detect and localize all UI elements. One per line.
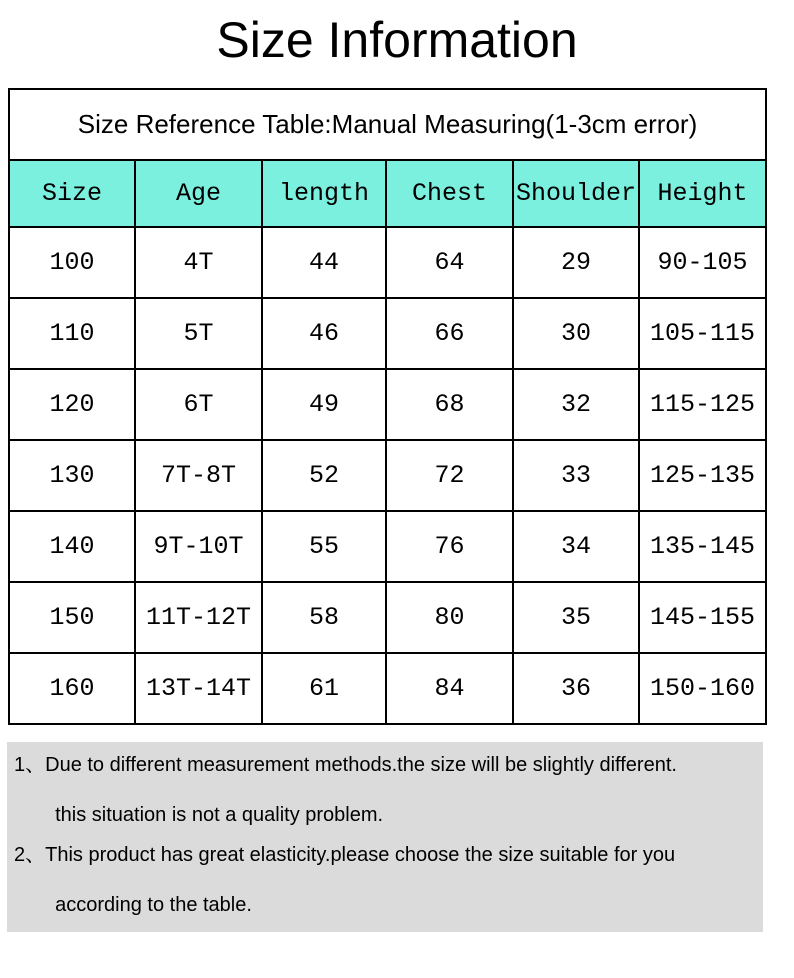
table-cell: 140 <box>9 511 135 582</box>
notes-section <box>7 742 763 932</box>
table-cell: 11T-12T <box>135 582 262 653</box>
table-cell: 150-160 <box>639 653 766 724</box>
note-text <box>45 748 759 832</box>
table-row <box>9 653 766 724</box>
table-cell: 72 <box>386 440 513 511</box>
table-cell: 5T <box>135 298 262 369</box>
table-cell: 160 <box>9 653 135 724</box>
table-cell: 34 <box>513 511 639 582</box>
table-cell: 115-125 <box>639 369 766 440</box>
table-cell: 6T <box>135 369 262 440</box>
table-caption: Size Reference Table:Manual Measuring(1-3cm error) <box>9 89 766 160</box>
table-cell: 145-155 <box>639 582 766 653</box>
table-cell: 29 <box>513 227 639 298</box>
table-cell: 35 <box>513 582 639 653</box>
column-header-height: Height <box>639 160 766 227</box>
table-cell: 125-135 <box>639 440 766 511</box>
table-cell: 90-105 <box>639 227 766 298</box>
size-reference-table <box>8 88 767 725</box>
table-cell: 32 <box>513 369 639 440</box>
table-cell: 120 <box>9 369 135 440</box>
column-header-age: Age <box>135 160 262 227</box>
column-header-shoulder: Shoulder <box>513 160 639 227</box>
table-row <box>9 511 766 582</box>
note-line: this situation is not a quality problem. <box>55 804 384 826</box>
table-cell: 13T-14T <box>135 653 262 724</box>
table-cell: 49 <box>262 369 386 440</box>
table-cell: 52 <box>262 440 386 511</box>
page-title: Size Information <box>216 12 578 68</box>
note-line: Due to different measurement methods.the size will be slightly different. <box>45 754 677 776</box>
table-cell: 58 <box>262 582 386 653</box>
table-header-row <box>9 160 766 227</box>
table-cell: 100 <box>9 227 135 298</box>
table-cell: 4T <box>135 227 262 298</box>
table-cell: 66 <box>386 298 513 369</box>
table-cell: 33 <box>513 440 639 511</box>
table-cell: 135-145 <box>639 511 766 582</box>
table-cell: 36 <box>513 653 639 724</box>
column-header-size: Size <box>9 160 135 227</box>
table-row <box>9 440 766 511</box>
column-header-length: length <box>262 160 386 227</box>
table-cell: 76 <box>386 511 513 582</box>
table-cell: 80 <box>386 582 513 653</box>
table-cell: 64 <box>386 227 513 298</box>
table-cell: 55 <box>262 511 386 582</box>
note-item-1 <box>7 748 759 832</box>
table-cell: 61 <box>262 653 386 724</box>
note-number: 1、 <box>14 754 46 776</box>
table-row <box>9 227 766 298</box>
note-number: 2、 <box>14 844 46 866</box>
table-cell: 30 <box>513 298 639 369</box>
table-cell: 84 <box>386 653 513 724</box>
column-header-chest: Chest <box>386 160 513 227</box>
table-cell: 150 <box>9 582 135 653</box>
table-row <box>9 369 766 440</box>
note-text <box>45 838 759 922</box>
table-cell: 68 <box>386 369 513 440</box>
note-item-2 <box>7 838 759 922</box>
table-caption-row <box>9 89 766 160</box>
table-cell: 9T-10T <box>135 511 262 582</box>
table-cell: 130 <box>9 440 135 511</box>
table-cell: 46 <box>262 298 386 369</box>
note-line: according to the table. <box>55 894 252 916</box>
table-cell: 7T-8T <box>135 440 262 511</box>
table-cell: 105-115 <box>639 298 766 369</box>
table-row <box>9 298 766 369</box>
table-row <box>9 582 766 653</box>
table-cell: 110 <box>9 298 135 369</box>
table-cell: 44 <box>262 227 386 298</box>
note-line: This product has great elasticity.please choose the size suitable for you <box>45 844 676 866</box>
